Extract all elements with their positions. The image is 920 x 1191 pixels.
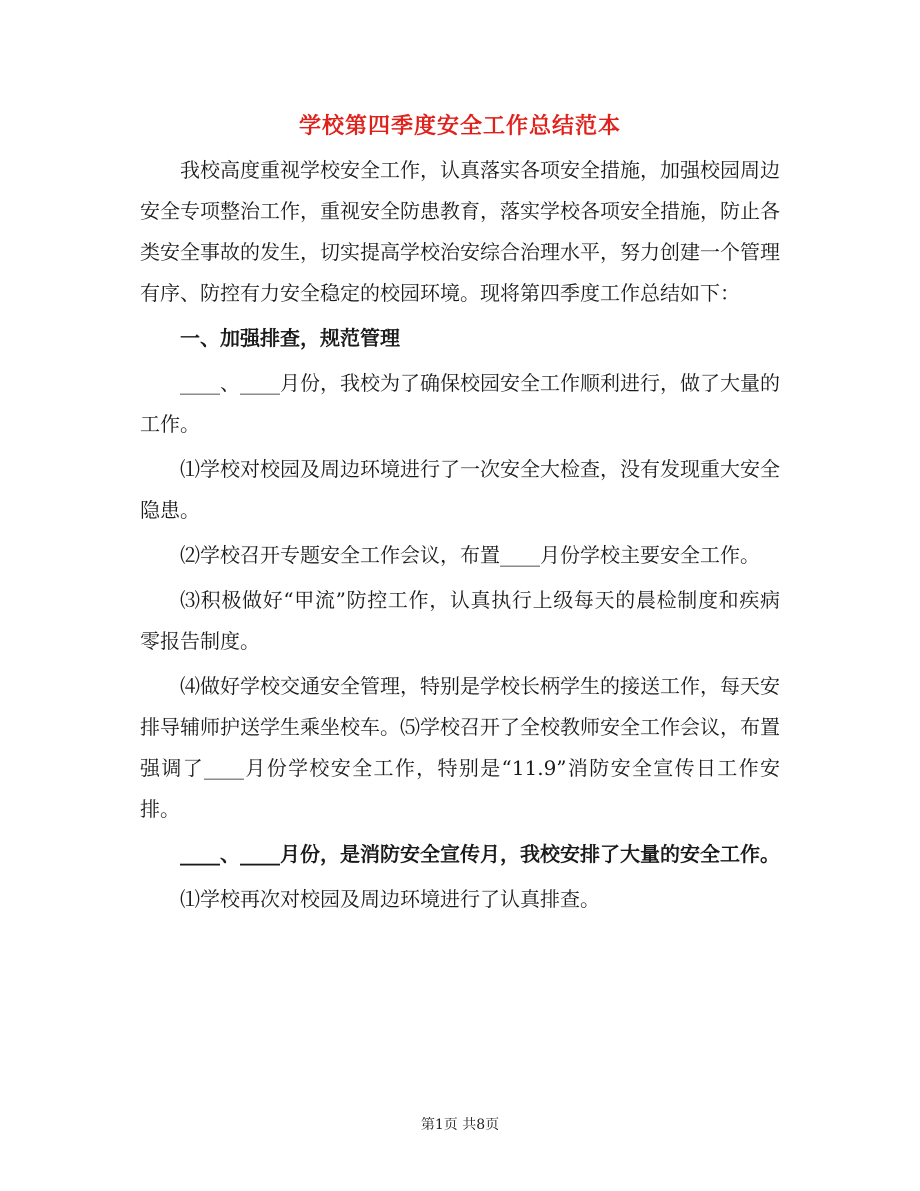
paragraph-item-6: ⑴学校再次对校园及周边环境进行了认真排查。 (180, 887, 600, 911)
document-body (140, 150, 780, 924)
section-heading-1: 一、加强排查，规范管理 (180, 326, 400, 350)
paragraph-item-4-5: ⑷做好学校交通安全管理，特别是学校长柄学生的接送工作，每天安排导辅师护送学生乘坐校车。⑸学校召开了全校教师安全工作会议，布置强调了____月份学校安全工作，特别是“11.9”消防安全宣传日工作安排。 (140, 674, 780, 821)
paragraph-item-1: ⑴学校对校园及周边环境进行了一次安全大检查，没有发现重大安全隐患。 (140, 457, 780, 522)
document-title: 学校第四季度安全工作总结范本 (298, 113, 621, 139)
paragraph-item-3: ⑶积极做好“甲流”防控工作，认真执行上级每天的晨检制度和疾病零报告制度。 (140, 588, 780, 653)
paragraph-item-2: ⑵学校召开专题安全工作会议，布置____月份学校主要安全工作。 (180, 543, 760, 567)
paragraph-intro: 我校高度重视学校安全工作，认真落实各项安全措施，加强校园周边安全专项整治工作，重视安全防患教育，落实学校各项安全措施，防止各类安全事故的发生，切实提高学校治安综合治理水平，努力创建一个管理有序、防控有力安全稳定的校园环境。现将第四季度工作总结如下： (140, 158, 780, 305)
paragraph-months: ____、____月份，我校为了确保校园安全工作顺利进行，做了大量的工作。 (140, 371, 780, 436)
page-footer: 第1页 共8页 (420, 1117, 500, 1133)
section-heading-fire-month: ____、____月份，是消防安全宣传月，我校安排了大量的安全工作。 (180, 842, 780, 866)
